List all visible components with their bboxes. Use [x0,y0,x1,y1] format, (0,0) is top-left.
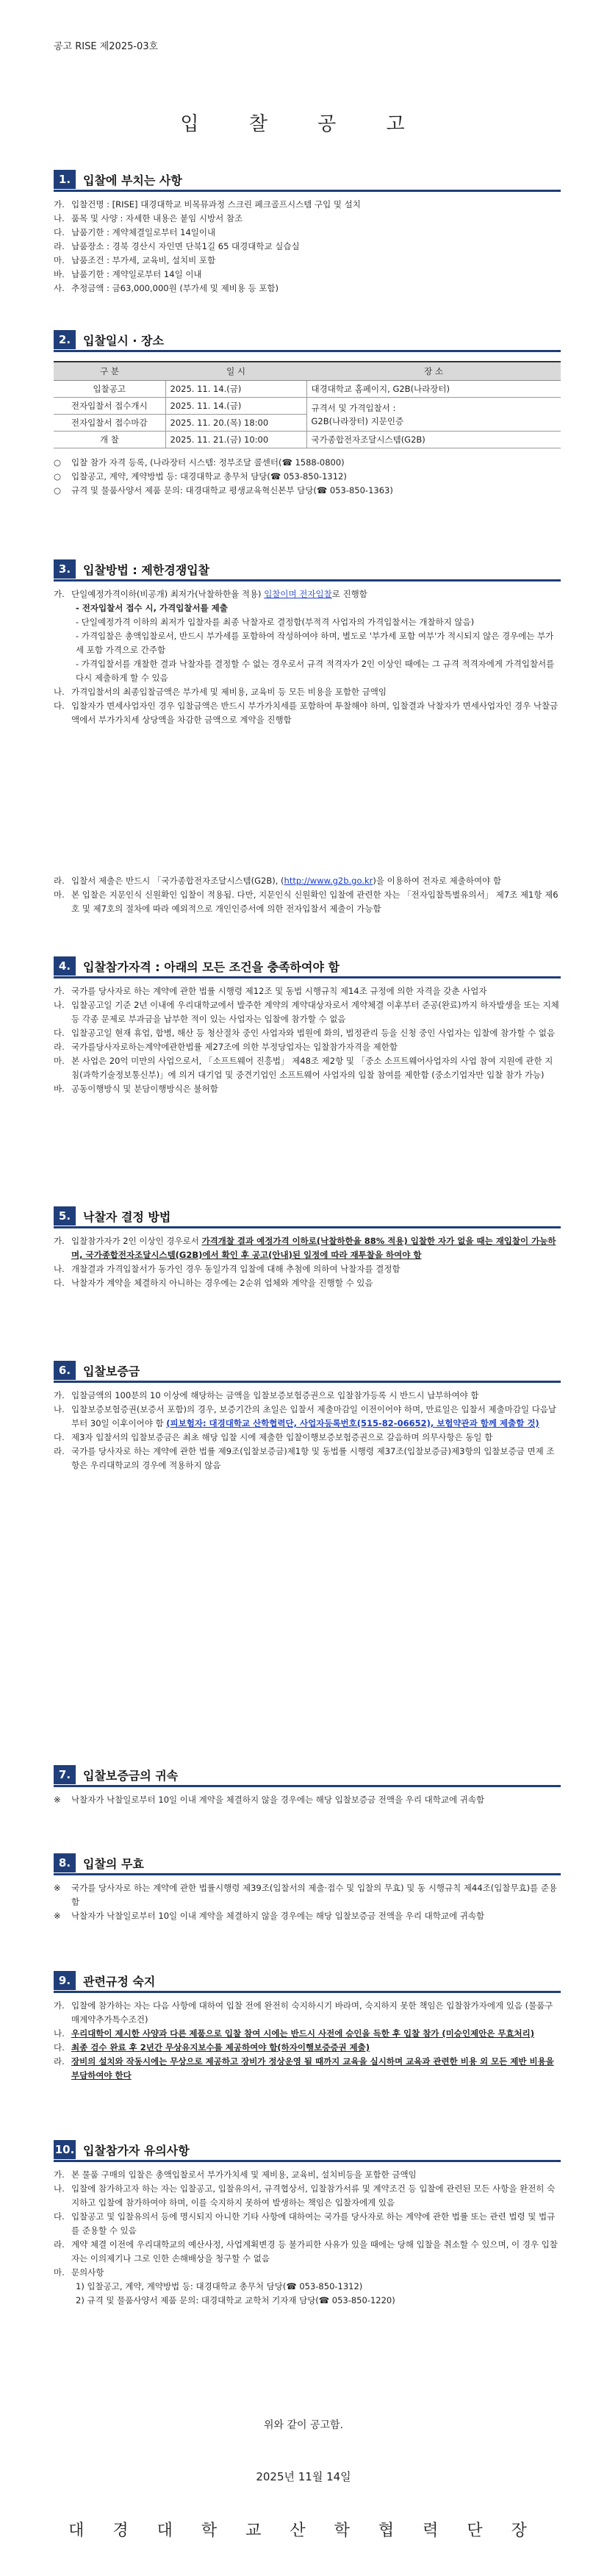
table-cell: 전자입찰서 접수개시 [54,398,165,415]
section-header [54,1764,561,1787]
issuer-name: 대 경 대 학 교 산 학 협 력 단 장 [68,2522,539,2540]
item-marker: 나. [54,213,65,223]
text-run: 단일예정가격이하(비공개) 최저가(낙찰하한율 적용) [71,589,265,599]
table-header-row [54,362,561,381]
item-marker: 나. [54,2028,65,2039]
item-marker: 가. [54,199,65,210]
item-marker: 가. [54,2169,65,2180]
list-item [54,2280,561,2294]
section-number: 6. [54,1361,76,1380]
item-marker: 바. [54,269,65,279]
item-text: 제3자 입찰서의 입찰보증금은 최초 해당 입찰 시에 제출한 입찰이행보증보험증권으로 갈음하며 의무사항은 동일 함 [71,1432,493,1442]
item-marker: 나. [54,2183,65,2194]
list-item [54,601,561,615]
item-marker: 바. [54,1084,65,1094]
section-number: 7. [54,1765,76,1784]
list-item [54,2238,561,2266]
list-item [54,226,561,240]
list-item [54,2041,561,2055]
list-item [54,1909,561,1923]
item-text: 납품기한 : 계약체결일로부터 14일이내 [71,227,216,237]
item-text: 국가를 당사자로 하는 계약에 관한 법률 시행령 제12조 및 동법 시행규칙 제14조 규정에 의한 자격을 갖춘 사업자 [71,986,487,996]
list-item [54,2168,561,2182]
section-award-method [54,1206,561,1290]
item-marker: 나. [54,1264,65,1274]
item-marker: 라. [54,1446,65,1456]
item-marker: 나. [54,1404,65,1414]
list-item [54,1054,561,1082]
section-header [54,169,561,192]
page-title: 입 찰 공 고 [180,113,427,135]
cell-line: 규격서 및 가격입찰서 : [311,402,396,413]
item-marker: 가. [54,1390,65,1400]
section-items [54,1389,561,1473]
list-item [54,615,561,629]
section-number: 1. [54,170,76,189]
item-marker: 다. [54,2211,65,2222]
item-marker: 가. [54,1236,65,1246]
table-row [54,381,561,398]
section-header [54,559,561,582]
item-text: - 전자입찰서 접수 시, 가격입찰서를 제출 [76,603,228,613]
list-item [54,484,561,498]
item-marker: 나. [54,1000,65,1010]
contact-text: 1) 입찰공고, 계약, 계약방법 등: 대경대학교 총무처 담당(☎ 053-850-1312) [76,2281,363,2291]
bullet-icon: ○ [54,457,62,468]
contact-list [54,2280,561,2308]
section-bid-method [54,559,561,916]
column-header: 일 시 [165,362,306,381]
section-header [54,2139,561,2162]
item-text: 입찰공고 및 입찰유의서 등에 명시되지 아니한 기타 사항에 대하여는 국가를 당사자로 하는 계약에 관한 법률 또는 관련 법령 및 법규를 준용할 수 있음 [71,2211,556,2236]
item-text [71,587,561,601]
table-row [54,432,561,448]
section-title: 입찰의 무효 [83,1856,144,1871]
section-bid-bond [54,1360,561,1473]
text-run: 입찰보증보험증권(보증서 포함)의 경우, 보증기간의 초일은 입찰서 제출마감일 이전이어야 하며, 만료일은 입찰서 제출마감일 다음날부터 30일 이후이어야 함 [71,1404,557,1428]
item-text: 본 입찰은 지문인식 신원확인 입찰이 적용됨. 다만, 지문인식 신원확인 입찰에 관련한 자는 「전자입찰특별유의서」 제7조 제1항 제6호 및 제7호의 절차에 따라 예외적으로 개인인증서에 의한 전자입찰서 제출이 가능함 [71,890,558,914]
item-text: 본 물품 구매의 입찰은 총액입찰로서 부가가치세 및 제비용, 교육비, 설치비등을 포함한 금액임 [71,2169,417,2180]
table-cell: 대경대학교 홈페이지, G2B(나라장터) [306,381,561,398]
section-number: 8. [54,1853,76,1872]
item-text: 납품기한 : 계약일로부터 14일 이내 [71,269,202,279]
list-item [54,685,561,699]
list-item [54,2027,561,2041]
item-marker: 다. [54,2042,65,2053]
list-item [54,470,561,484]
item-text: 추정금액 : 금63,000,000원 (부가세 및 제비용 등 포함) [71,283,279,293]
item-text: 입찰에 참가하고자 하는 자는 입찰공고, 입찰유의서, 규격협상서, 입찰참가서류 및 계약조건 등 입찰에 관련된 모든 사항을 완전히 숙지하고 입찰에 참가하여야 하며, 이를 숙지하지 못하여 발생하는 책임은 입찰자에게 있음 [71,2183,556,2208]
item-marker: 라. [54,1042,65,1052]
item-text: 공동이행방식 및 분담이행방식은 불허함 [71,1084,218,1094]
list-item [54,1389,561,1403]
item-text: 국가를 당사자로 하는 계약에 관한 법률 제9조(입찰보증금)제1항 및 동법률 시행령 제37조(입찰보증금)제3항의 입찰보증금 면제 조항은 우리대학교의 경우에 적용하지 않음 [71,1446,555,1470]
emphasis-link: 입찰이며 전자입찰 [264,589,332,599]
section-bid-items [54,169,561,296]
item-marker: 다. [54,227,65,237]
item-text: 입찰공고일 기준 2년 이내에 우리대학교에서 발주한 계약의 계약대상자로서 계약체결 이후부터 준공(완료)까지 하자발생을 또는 지체 등 각종 문제로 부과금을 납부한 적이 있는 사업자는 입찰에 참가할 수 없음 [71,1000,559,1024]
item-text: 계약 체결 이전에 우리대학교의 예산사정, 사업계획변경 등 불가피한 사유가 있을 때에는 당해 입찰을 취소할 수 있으며, 이 경우 입찰자는 이의제기나 그로 인한 손해배상을 청구할 수 없음 [71,2239,558,2264]
table-cell: 전자입찰서 접수마감 [54,415,165,432]
item-text: 입찰공고일 현재 휴업, 합병, 해산 등 청산절차 중인 사업자와 법원에 화의, 법정관리 등을 신청 중인 사업자는 입찰에 참가할 수 없음 [71,1028,556,1038]
item-text [71,1403,561,1431]
item-text: - 단일예정가격 이하의 최저가 입찰자를 최종 낙찰자로 결정함(부적격 사업자의 가격입찰서는 개찰하지 않음) [76,617,475,627]
section-header [54,1853,561,1875]
list-item [54,212,561,226]
table-cell: 2025. 11. 14.(금) [165,398,306,415]
table-cell [306,398,561,432]
item-marker: 가. [54,589,65,599]
list-item [54,1276,561,1290]
section-items [54,984,561,1096]
item-text: 입찰에 참가하는 자는 다음 사항에 대하여 입찰 전에 완전히 숙지하시기 바라며, 숙지하지 못한 책임은 입찰참가자에게 있음 (물품구매계약추가특수조건) [71,2000,553,2025]
item-marker: 가. [54,2000,65,2011]
item-marker: 다. [54,701,65,711]
item-marker: 마. [54,255,65,265]
section-title: 입찰참가자격 : 아래의 모든 조건을 충족하여야 함 [83,959,340,974]
item-text: 낙찰자가 낙찰일로부터 10일 이내 계약을 체결하지 않을 경우에는 해당 입찰보증금 전액을 우리 대학교에 귀속함 [71,1795,485,1805]
list-item [54,629,561,657]
list-item [54,998,561,1026]
section-title: 낙찰자 결정 방법 [83,1209,171,1224]
contact-text: 2) 규격 및 물품사양서 제품 문의: 대경대학교 교학처 기자재 담당(☎ 053-850-1220) [76,2295,395,2305]
list-item [54,254,561,268]
text-run: 로 진행함 [331,589,367,599]
section-header [54,956,561,978]
item-text: 개찰결과 가격입찰서가 동가인 경우 동일가격 입찰에 대해 추첨에 의하여 낙찰자를 결정함 [71,1264,401,1274]
emphasis-text: (피보험자: 대경대학교 산학협력단, 사업자등록번호(515-82-06652), 보험약관과 함께 제출할 것) [166,1418,539,1428]
section-header [54,1206,561,1228]
list-item [54,2055,561,2083]
list-item [54,1999,561,2027]
note-text: 입찰 참가 자격 등록, (나라장터 시스템: 정부조달 콜센터(☎ 1588-0800) [71,457,345,468]
list-item [54,2266,561,2280]
list-item [54,1082,561,1096]
bullet-icon: ○ [54,485,62,495]
list-item [54,198,561,212]
section-title: 입찰참가자 유의사항 [83,2143,190,2158]
section-title: 입찰에 부치는 사항 [83,173,182,187]
list-item [54,282,561,296]
list-item [54,268,561,282]
bullet-icon: ※ [54,1795,61,1805]
item-text: 입찰금액의 100분의 10 이상에 해당하는 금액을 입찰보증보험증권으로 입찰참가등록 시 반드시 납부하여야 함 [71,1390,479,1400]
section-eligibility [54,956,561,1096]
emphasis-text: 가격개찰 결과 예정가격 이하로(낙찰하한율 88% 적용) 입찰한 자가 없을 때는 재입찰이 가능하며, 국가종합전자조달시스템(G2B)에서 확인 후 공고(안내)된 일정에 따라 재투찰을 하여야 함 [71,1236,556,1260]
section-items [54,587,561,916]
list-item [54,888,561,916]
section-number: 5. [54,1206,76,1226]
item-text: 장비의 설치와 작동시에는 무상으로 제공하고 장비가 정상운영 될 때까지 교육을 실시하며 교육과 관련한 비용 외 모든 제반 비용을 부담하여야 한다 [71,2056,554,2081]
text-run: 입찰참가자가 2인 이상인 경우로서 [71,1236,202,1246]
section-header [54,329,561,352]
section-number: 4. [54,956,76,976]
list-item [54,240,561,254]
item-text [71,874,561,888]
item-marker: 사. [54,283,65,293]
column-header: 구 분 [54,362,165,381]
list-item [54,456,561,470]
item-text: 입찰자가 면세사업자인 경우 입찰금액은 반드시 부가가치세를 포함하여 투찰해야 하며, 입찰결과 낙찰자가 면세사업자인 경우 낙찰금액에서 부가가치세 상당액을 차감한 금액으로 계약을 진행함 [71,701,558,725]
item-text: 납품조건 : 부가세, 교육비, 설치비 포함 [71,255,216,265]
text-run: )을 이용하여 전자로 제출하여야 함 [373,876,501,886]
item-text: 우리대학이 제시한 사양과 다른 제품으로 입찰 참여 시에는 반드시 사전에 승인을 득한 후 입찰 참가 (미승인제안은 무효처리) [71,2028,535,2039]
section-title: 관련규정 숙지 [83,1974,156,1989]
item-marker: 가. [54,986,65,996]
item-text: 가격입찰서의 최종입찰금액은 부가세 및 제비용, 교육비 등 모든 비용을 포함한 금액임 [71,687,387,697]
list-item [54,699,561,727]
table-cell: 개 찰 [54,432,165,448]
bullet-icon: ※ [54,1911,61,1921]
section-number: 9. [54,1971,76,1990]
item-text: 낙찰자가 계약을 체결하지 아니하는 경우에는 2순위 업체와 계약을 진행할 수 있음 [71,1278,373,1288]
section-schedule [54,329,561,498]
schedule-table [54,361,561,448]
section-header [54,1970,561,1993]
column-header: 장 소 [306,362,561,381]
list-item [54,1445,561,1473]
item-text: 최종 검수 완료 후 2년간 무상유지보수를 제공하여야 함(하자이행보증증권 제출) [71,2042,370,2053]
section-title: 입찰일시 · 장소 [83,333,164,348]
item-text: 낙찰자가 낙찰일로부터 10일 이내 계약을 체결하지 않을 경우에는 해당 입찰보증금 전액을 우리 대학교에 귀속함 [71,1911,485,1921]
bullet-icon: ※ [54,1883,61,1893]
closing-statement: 위와 같이 공고함. [263,2419,344,2431]
item-marker: 마. [54,890,65,900]
item-text: 문의사항 [71,2267,104,2278]
list-item [54,587,561,601]
blank-gap [54,727,561,874]
table-cell: 2025. 11. 20.(목) 18:00 [165,415,306,432]
section-number: 2. [54,330,76,349]
list-item [54,1431,561,1445]
section-items [54,1793,561,1807]
section-title: 입찰방법 : 제한경쟁입찰 [83,562,210,577]
item-marker: 라. [54,2239,65,2250]
item-marker: 나. [54,687,65,697]
item-text: 품목 및 사양 : 자세한 내용은 붙임 시방서 참조 [71,213,243,223]
item-marker: 다. [54,1278,65,1288]
list-item [54,1403,561,1431]
list-item [54,984,561,998]
section-number: 10. [54,2140,76,2159]
table-row [54,398,561,415]
list-item [54,1881,561,1909]
item-text [71,1234,561,1262]
list-item [54,874,561,888]
section-items [54,198,561,296]
notice-number: 공고 RISE 제2025-03호 [54,41,159,52]
list-item [54,1026,561,1040]
list-item [54,657,561,685]
table-cell: 국가종합전자조달시스템(G2B) [306,432,561,448]
section-bidder-notes [54,2139,561,2308]
list-item [54,1234,561,1262]
item-marker: 마. [54,1056,65,1066]
item-text: 본 사업은 20억 미만의 사업으로서, 「소프트웨어 진흥법」 제48조 제2항 및 「중소 소프트웨어사업자의 사업 참여 지원에 관한 지침(과학기술정보통신부)」에 의거 대기업 및 중견기업인 소프트웨어 사업자의 입찰 참여를 제한함 (중소기업자만 입찰 참가 가능) [71,1056,553,1080]
section-items [54,1999,561,2083]
section-items [54,1881,561,1923]
item-text: 국가를당사자로하는계약에관한법률 제27조에 의한 부정당업자는 입찰참가자격을 제한함 [71,1042,398,1052]
item-marker: 라. [54,876,65,886]
item-text: 입찰건명 : [RISE] 대경대학교 비목뮤과정 스크린 페크골프시스템 구입 및 설치 [71,199,361,210]
list-item [54,1793,561,1807]
note-text: 입찰공고, 계약, 계약방법 등: 대경대학교 총무처 담당(☎ 053-850-1312) [71,471,347,482]
section-title: 입찰보증금 [83,1364,140,1378]
item-marker: 다. [54,1432,65,1442]
list-item [54,2294,561,2308]
item-text: - 가격입찰서를 개찰한 결과 낙찰자를 결정할 수 없는 경우로서 규격 적격자가 2인 이상인 때에는 그 규격 적격자에게 가격입찰서를 다시 제출하게 할 수 있음 [76,659,555,683]
cell-line: G2B(나라장터) 지문인증 [311,415,404,426]
section-header [54,1360,561,1383]
section-number: 3. [54,559,76,579]
section-items [54,2168,561,2280]
text-run: 입찰서 제출은 반드시 「국가종합전자조달시스템(G2B), ( [71,876,284,886]
list-item [54,1262,561,1276]
item-marker: 마. [54,2267,65,2278]
notice-date: 2025년 11월 14일 [256,2470,351,2483]
item-marker: 라. [54,241,65,251]
section-bid-invalid [54,1853,561,1923]
table-cell: 입찰공고 [54,381,165,398]
section-bond-forfeiture [54,1764,561,1807]
section-regulations [54,1970,561,2083]
item-marker: 라. [54,2056,65,2067]
table-cell: 2025. 11. 14.(금) [165,381,306,398]
item-text: - 가격입찰은 총액입찰로서, 반드시 부가세를 포함하여 작성하여야 하며, 별도로 '부가세 포함 여부'가 적시되지 않은 경우에는 부가세 포함 가격으로 간주함 [76,631,554,655]
list-item [54,2182,561,2210]
item-text: 납품장소 : 경북 경산시 자인면 단북1길 65 대경대학교 실습실 [71,241,300,251]
table-cell: 2025. 11. 21.(금) 10:00 [165,432,306,448]
g2b-link[interactable]: http://www.g2b.go.kr [284,876,373,886]
schedule-notes [54,456,561,498]
list-item [54,1040,561,1054]
item-text: 국가를 당사자로 하는 계약에 관한 법률시행령 제39조(입찰서의 제출·접수 및 입찰의 무효) 및 동 시행규칙 제44조(입찰무효)를 준용함 [71,1883,558,1907]
bullet-icon: ○ [54,471,62,482]
section-title: 입찰보증금의 귀속 [83,1768,179,1783]
item-marker: 다. [54,1028,65,1038]
list-item [54,2210,561,2238]
section-items [54,1234,561,1290]
note-text: 규격 및 물품사양서 제품 문의: 대경대학교 평생교육혁신본부 담당(☎ 053-850-1363) [71,485,393,495]
